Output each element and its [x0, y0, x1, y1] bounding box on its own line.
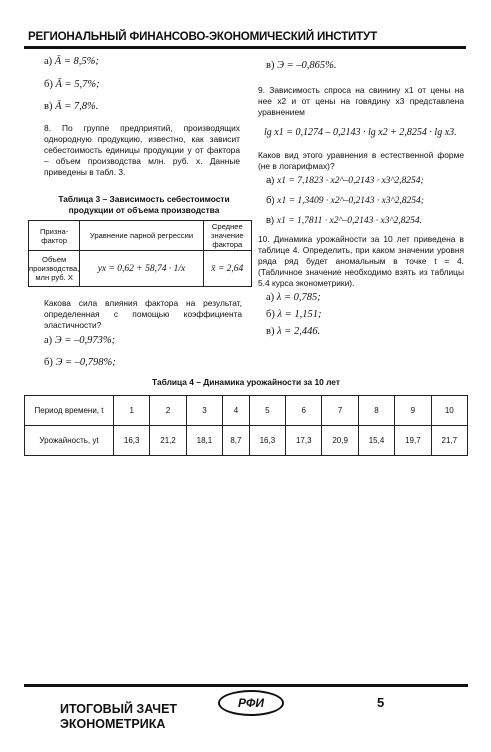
table4-period-cell: 5 — [249, 396, 285, 426]
answer-b: б) Э = –0,798%; — [44, 357, 116, 368]
table3-header-factor: Призна-фактор — [29, 221, 80, 251]
table3-header-mean: Среднее значение фактора — [203, 221, 251, 251]
table4-row-header-period: Период времени, t — [25, 396, 114, 426]
table4-period-cell: 7 — [322, 396, 358, 426]
question-8-elasticity: Какова сила влияния фактора на результат, определенная с помощью коэффициента эластичности? — [44, 298, 242, 330]
table4-yield-cell: 20,9 — [322, 426, 358, 456]
option-9v: в) x1 = 1,7811 · x2^–0,2143 · x3^2,8254. — [266, 215, 422, 226]
page-number: 5 — [377, 695, 385, 710]
table4-yield-cell: 17,3 — [286, 426, 322, 456]
option-10v: в) λ = 2,446. — [266, 326, 321, 337]
table4-period-cell: 6 — [286, 396, 322, 426]
header-rule — [24, 46, 466, 49]
page-header-title: РЕГИОНАЛЬНЫЙ ФИНАНСОВО-ЭКОНОМИЧЕСКИЙ ИНСТИТУТ — [28, 30, 377, 43]
table4-yield-cell: 15,4 — [358, 426, 394, 456]
table3-cell-factor: Объем производства, млн руб. X — [29, 251, 80, 287]
answer-a: а) Э = –0,973%; — [44, 335, 116, 346]
question-10: 10. Динамика урожайности за 10 лет приведена в таблице 4. Определить, при каком значении уровня ряда ряд будет аномальным в точке t = 4. (Табличное значение необходимо взять из таблицы 5.4 курса эконометрики). — [258, 234, 464, 288]
option-10b: б) λ = 1,151; — [266, 309, 322, 320]
table4-row-header-yield: Урожайность, yt — [25, 426, 114, 456]
footer-title — [60, 702, 177, 732]
table3-cell-equation: yx = 0,62 + 58,74 · 1/x — [80, 251, 203, 287]
table4-yield-cell: 8,7 — [223, 426, 250, 456]
answer-v: в) Э = –0,865%. — [266, 60, 337, 71]
table3-cell-mean: x̄ = 2,64 — [203, 251, 251, 287]
table4-yield-cell: 21,7 — [431, 426, 467, 456]
footer-title-line2: ЭКОНОМЕТРИКА — [60, 717, 166, 731]
table4-yield-cell: 19,7 — [395, 426, 431, 456]
table4-yield-cell: 16,3 — [114, 426, 150, 456]
table4 — [24, 395, 468, 456]
table4-period-cell: 2 — [150, 396, 186, 426]
table4-period-cell: 8 — [358, 396, 394, 426]
table4-yield-cell: 18,1 — [186, 426, 222, 456]
table4-period-cell: 4 — [223, 396, 250, 426]
footer-title-line1: ИТОГОВЫЙ ЗАЧЕТ — [60, 702, 178, 716]
question-8: 8. По группе предприятий, производящих однородную продукцию, известно, как зависит себестоимость единицы продукции y от фактора – объем производства млн. руб. x. Данные приведены в табл. 3. — [44, 123, 240, 177]
option-9b: б) x1 = 1,3409 · x2^–0,2143 · x3^2,8254; — [266, 195, 424, 206]
option-9a: а) x1 = 7,1823 · x2^–0,2143 · x3^2,8254; — [266, 175, 424, 186]
table3-header-equation: Уравнение парной регрессии — [80, 221, 203, 251]
table3 — [28, 220, 252, 287]
question-9-natural-form: Каков вид этого уравнения в естественной форме (не в логарифмах)? — [258, 150, 464, 171]
table4-period-cell: 1 — [114, 396, 150, 426]
footer-rule — [24, 684, 468, 687]
table4-yield-cell: 21,2 — [150, 426, 186, 456]
table3-caption: Таблица 3 – Зависимость себестоимости продукции от объема производства — [58, 194, 230, 215]
table4-caption: Таблица 4 – Динамика урожайности за 10 лет — [152, 377, 340, 387]
option-a: а) Ā = 8,5%; — [44, 56, 99, 67]
table4-period-cell: 3 — [186, 396, 222, 426]
institute-logo: РФИ — [218, 690, 284, 716]
question-9: 9. Зависимость спроса на свинину x1 от цены на нее x2 и от цены на говядину x3 представлена уравнением — [258, 85, 464, 117]
equation-9: lg x1 = 0,1274 – 0,2143 · lg x2 + 2,8254 · lg x3. — [264, 127, 457, 138]
table4-period-cell: 10 — [431, 396, 467, 426]
option-b: б) Ā = 5,7%; — [44, 79, 100, 90]
option-10a: а) λ = 0,785; — [266, 292, 321, 303]
option-v: в) Ā = 7,8%. — [44, 101, 99, 112]
table4-yield-cell: 16,3 — [249, 426, 285, 456]
table4-period-cell: 9 — [395, 396, 431, 426]
